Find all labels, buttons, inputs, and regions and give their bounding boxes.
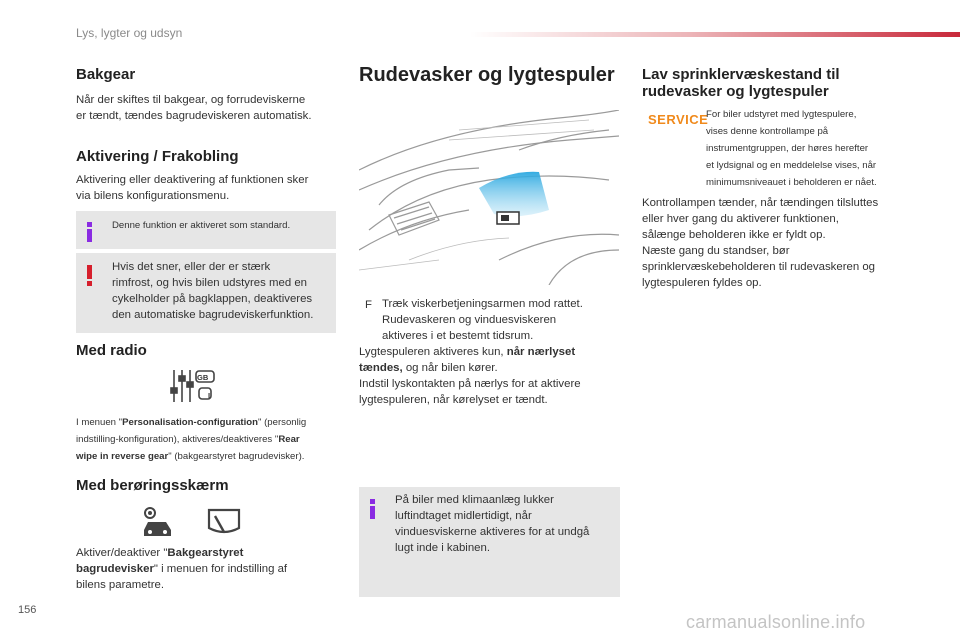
- heading-aktivering: Aktivering / Frakobling: [76, 148, 239, 165]
- heading-lav-sprinklervaeske: [642, 66, 902, 100]
- info-note-climate: [359, 487, 620, 597]
- kontrollampe-line: Næste gang du standser, bør: [642, 245, 790, 257]
- touch-option-name: Bakgearstyret: [167, 547, 244, 559]
- page-number: 156: [18, 604, 37, 616]
- lygtespuler-text-part: og når bilen kører.: [402, 362, 498, 374]
- bullet-line: aktiveres i et bestemt tidsrum.: [382, 330, 534, 342]
- heading-line: rudevasker og lygtespuler: [642, 83, 829, 100]
- aktivering-text: [76, 172, 346, 204]
- kontrollampe-line: Kontrollampen tænder, når tændingen tilsluttes: [642, 197, 879, 209]
- heading-beroeringsskaerm: Med berøringsskærm: [76, 477, 229, 494]
- kontrollampe-line: sprinklervæskebeholderen til rudevaskeren og: [642, 261, 876, 273]
- aktivering-line: Aktivering eller deaktivering af funktionen sker: [76, 174, 309, 186]
- headlamp-washer-illustration: [359, 110, 619, 285]
- lygtespuler-bold: når nærlyset: [506, 346, 576, 358]
- service-line: vises denne kontrollampe på: [706, 126, 829, 137]
- bullet-line: Rudevaskeren og vinduesviskeren: [382, 314, 557, 326]
- bakgear-line: Når der skiftes til bakgear, og forrudeviskerne: [76, 94, 306, 106]
- page-header-title: Lys, lygter og udsyn: [76, 26, 183, 40]
- warning-icon: [87, 265, 92, 286]
- climate-line: luftindtaget midlertidigt, når: [395, 510, 532, 522]
- watermark: carmanualsonline.info: [686, 612, 866, 632]
- kontrollampe-line: lygtespuleren fyldes op.: [642, 277, 762, 289]
- radio-settings-icon: [168, 368, 218, 404]
- heading-med-radio: Med radio: [76, 342, 147, 359]
- kontrollampe-line: eller hver gang du aktiverer funktionen,: [642, 213, 839, 225]
- touch-text-part: " i menuen for indstilling af: [153, 563, 288, 575]
- radio-text: " (bakgearstyret bagrudevisker).: [168, 451, 305, 462]
- bakgear-line: er tændt, tændes bagrudeviskeren automatisk.: [76, 110, 312, 122]
- info-note-text: Denne funktion er aktiveret som standard.: [112, 220, 291, 231]
- lygtespuler-bold: tændes,: [359, 362, 403, 374]
- warning-note-text: [112, 259, 334, 323]
- touch-text: [76, 545, 346, 593]
- touch-text-part: bilens parametre.: [76, 579, 165, 591]
- service-line: et lydsignal og en meddelelse vises, når: [706, 160, 877, 171]
- bullet-line: Træk viskerbetjeningsarmen mod rattet.: [382, 298, 583, 310]
- lygtespuler-text: [359, 344, 614, 408]
- radio-option-name: Rear: [278, 434, 300, 445]
- kontrollampe-line: sålænge beholderen ikke er fyldt op.: [642, 229, 826, 241]
- car-settings-icon: [140, 504, 176, 540]
- med-radio-text: [76, 414, 341, 465]
- radio-text: I menuen ": [76, 417, 123, 428]
- kontrollampe-text: [642, 195, 912, 291]
- touch-text-part: Aktiver/deaktiver ": [76, 547, 168, 559]
- climate-line: vinduesviskerne aktiveres for at undgå: [395, 526, 590, 538]
- radio-option-name: wipe in reverse gear: [76, 451, 169, 462]
- lygtespuler-text-part: Indstil lyskontakten på nærlys for at aktivere: [359, 378, 581, 390]
- service-line: instrumentgruppen, der høres herefter: [706, 143, 869, 154]
- bullet-text: [382, 296, 612, 344]
- lygtespuler-text-part: lygtespuleren, når kørelyset er tændt.: [359, 394, 548, 406]
- warning-line: den automatiske bagrudeviskerfunktion.: [112, 309, 314, 321]
- heading-rudevasker: Rudevasker og lygtespuler: [359, 64, 615, 86]
- climate-note-text: [395, 492, 617, 556]
- service-line: minimumsniveauet i beholderen er nået.: [706, 177, 877, 188]
- rear-wiper-icon: [205, 506, 243, 538]
- radio-text: indstilling-konfiguration), aktiveres/deaktiveres ": [76, 434, 279, 445]
- info-icon: [370, 499, 375, 519]
- radio-text: " (personlig: [258, 417, 307, 428]
- info-note-standard: [76, 211, 336, 249]
- touch-option-name: bagrudevisker: [76, 563, 154, 575]
- radio-icon-i-label: I: [208, 391, 211, 400]
- warning-line: Hvis det sner, eller der er stærk: [112, 261, 271, 273]
- aktivering-line: via bilens konfigurationsmenu.: [76, 190, 230, 202]
- service-line: For biler udstyret med lygtespulere,: [706, 109, 857, 120]
- service-warning-icon: SERVICE: [648, 112, 709, 127]
- lygtespuler-text-part: Lygtespuleren aktiveres kun,: [359, 346, 507, 358]
- climate-line: På biler med klimaanlæg lukker: [395, 494, 554, 506]
- warning-line: cykelholder på bagklappen, deaktiveres: [112, 293, 313, 305]
- service-text: [706, 106, 916, 191]
- info-icon: [87, 222, 92, 242]
- header-accent-bar: [470, 32, 960, 37]
- heading-line: Lav sprinklervæskestand til: [642, 66, 840, 83]
- bullet-marker: F: [365, 299, 372, 311]
- radio-icon-gb-label: GB: [197, 373, 209, 382]
- radio-menu-name: Personalisation-configuration: [122, 417, 259, 428]
- bakgear-text: [76, 92, 346, 124]
- heading-bakgear: Bakgear: [76, 66, 136, 83]
- climate-line: lugt inde i kabinen.: [395, 542, 490, 554]
- warning-line: rimfrost, og hvis bilen udstyres med en: [112, 277, 307, 289]
- warning-note: [76, 253, 336, 333]
